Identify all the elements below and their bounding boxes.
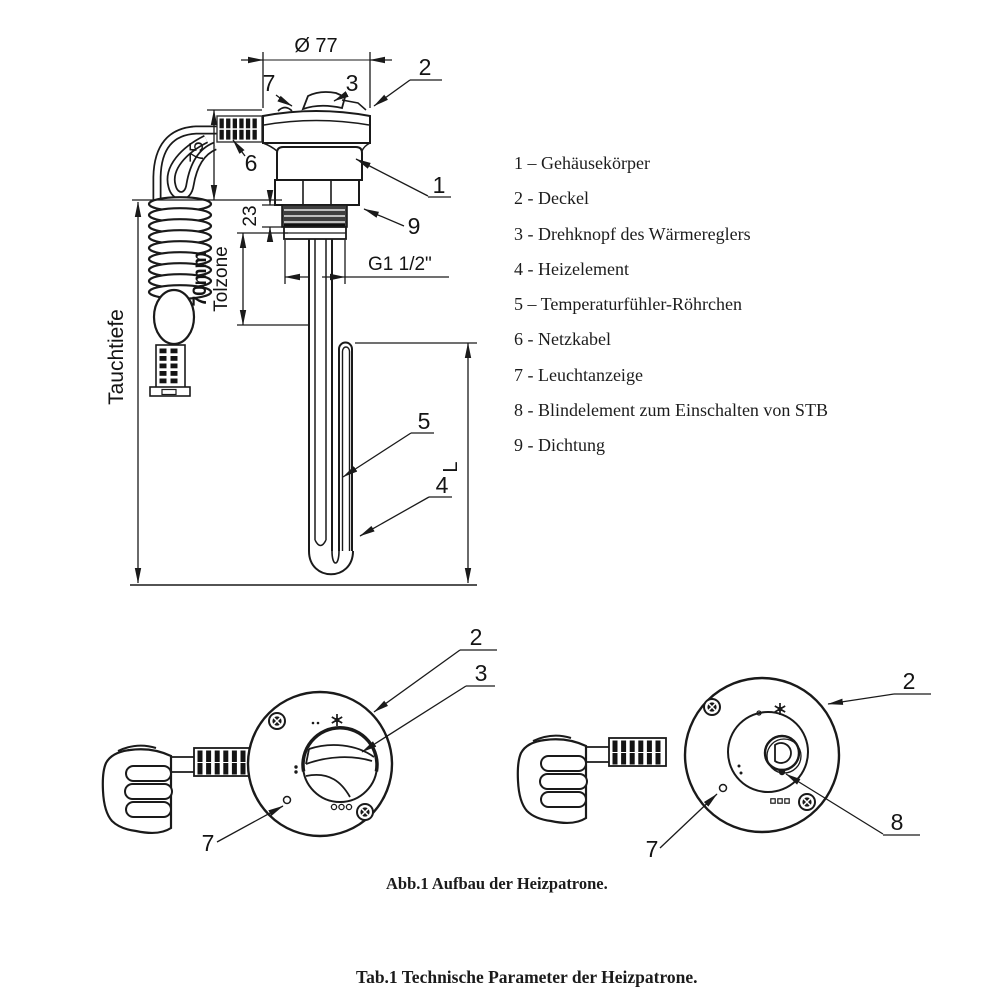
callout-sensor-tube: 5 bbox=[417, 408, 431, 434]
legend-item-6: 6 - Netzkabel bbox=[514, 329, 611, 350]
main-section-view bbox=[105, 35, 477, 585]
legend-item-5: 5 – Temperaturfühler-Röhrchen bbox=[514, 294, 742, 315]
callout-light: 7 bbox=[645, 836, 659, 862]
indicator-bump bbox=[278, 108, 292, 112]
hanging-plug bbox=[150, 345, 190, 396]
heating-element-tubes bbox=[309, 239, 353, 574]
hex-nut bbox=[275, 180, 359, 205]
cable-gland-head bbox=[217, 116, 262, 142]
legend-item-2: 2 - Deckel bbox=[514, 188, 589, 209]
legend-item-8: 8 - Blindelement zum Einschalten von STB bbox=[514, 400, 828, 421]
sensor-tube bbox=[315, 239, 326, 546]
callout-blind: 8 bbox=[890, 809, 904, 835]
parts-legend bbox=[514, 146, 828, 464]
legend-item-9: 9 - Dichtung bbox=[514, 435, 605, 456]
callout-cover: 2 bbox=[902, 668, 916, 694]
cable-loop bbox=[154, 290, 194, 344]
callout-cover: 2 bbox=[418, 54, 432, 80]
callout-seal: 9 bbox=[407, 213, 421, 239]
table-caption: Tab.1 Technische Parameter der Heizpatrone. bbox=[356, 967, 698, 987]
tolerance-value-label: 70mm bbox=[190, 251, 211, 307]
callout-light: 7 bbox=[201, 830, 215, 856]
callout-cover: 2 bbox=[469, 624, 483, 650]
cover-profile bbox=[263, 111, 370, 143]
diameter-label: Ø 77 bbox=[294, 35, 338, 57]
tolerance-zone-label: Tolzone bbox=[211, 246, 232, 312]
legend-item-3: 3 - Drehknopf des Wärmereglers bbox=[514, 223, 751, 244]
head-height-label: 75 bbox=[187, 141, 208, 163]
thread-height-label: 23 bbox=[240, 205, 261, 227]
callout-heater: 4 bbox=[435, 472, 449, 498]
callout-light: 7 bbox=[262, 70, 276, 96]
front-view-knob bbox=[103, 624, 497, 856]
legend-item-7: 7 - Leuchtanzeige bbox=[514, 364, 643, 385]
callout-knob: 3 bbox=[474, 660, 488, 686]
u-bend-outer bbox=[309, 551, 353, 574]
callout-knob: 3 bbox=[345, 70, 359, 96]
figure-caption: Abb.1 Aufbau der Heizpatrone. bbox=[386, 874, 608, 893]
u-bend-inner bbox=[332, 551, 339, 563]
callout-housing: 1 bbox=[432, 172, 446, 198]
legend-item-1: 1 – Gehäusekörper bbox=[514, 153, 650, 173]
front-view-blind bbox=[518, 668, 931, 862]
thread-size-label: G1 1/2" bbox=[368, 254, 432, 275]
element-length-label: L bbox=[440, 461, 462, 473]
immersion-depth-label: Tauchtiefe bbox=[105, 309, 128, 405]
knob-profile bbox=[303, 92, 345, 109]
dimension-element-length bbox=[355, 343, 477, 583]
legend-item-4: 4 - Heizelement bbox=[514, 258, 629, 279]
callout-cable: 6 bbox=[244, 150, 258, 176]
housing-body bbox=[277, 147, 362, 180]
outer-tube bbox=[309, 239, 332, 551]
head-assembly bbox=[263, 92, 370, 239]
parts-legend-list bbox=[514, 146, 828, 464]
